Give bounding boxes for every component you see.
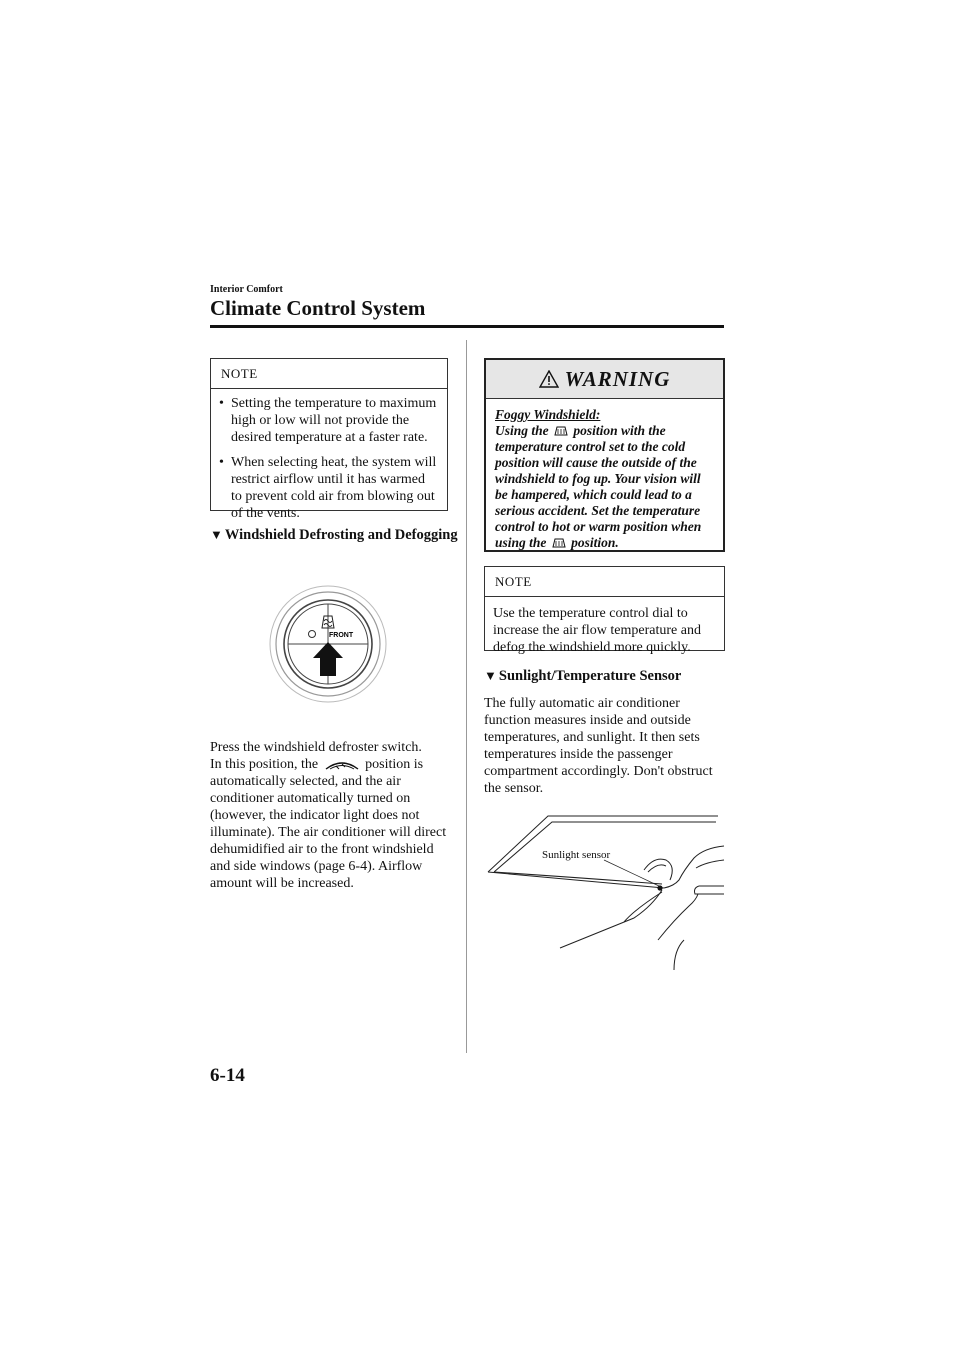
triangle-down-icon: ▼	[484, 668, 497, 683]
warning-title: WARNING	[564, 366, 671, 391]
bullet-icon: •	[219, 396, 224, 411]
warning-body: Foggy Windshield: Using the position with the temperature control set to the cold position will cause the outside of the windshield to fog up. Your vision will be hampered, which could lead to a serious accident. Set the temperature control to hot or warm position when using the position.	[486, 399, 723, 551]
subheading-sunlight-sensor: ▼ Sunlight/Temperature Sensor	[484, 668, 682, 684]
note-text: Use the temperature control dial to increase the air flow temperature and defog the windshield more quickly.	[493, 606, 701, 655]
section-label: Interior Comfort	[210, 284, 283, 295]
front-label: FRONT	[329, 632, 354, 639]
sensor-paragraph: The fully automatic air conditioner function measures inside and outside temperatures, and sunlight. It then sets temperatures inside the passenger compartment accordingly. Don't obstruct the sensor.	[484, 696, 713, 796]
note-box-left	[210, 358, 448, 521]
warning-line-with-icon: using the position.	[495, 535, 619, 550]
warning-box	[484, 358, 725, 552]
defrost-icon	[552, 425, 570, 439]
page-number: 6-14	[210, 1065, 245, 1086]
sunlight-sensor-figure	[484, 810, 726, 970]
note-item: • Setting the temperature to maximum high or low will not provide the desired temperature at a faster rate.	[219, 396, 437, 445]
arrow-up-icon	[313, 642, 343, 676]
defrost-icon	[550, 537, 568, 551]
note-box-right	[484, 566, 725, 655]
column-divider	[466, 340, 467, 1053]
warning-subtitle: Foggy Windshield:	[495, 407, 601, 422]
bullet-icon: •	[219, 455, 224, 470]
windshield-mode-icon	[322, 757, 362, 773]
note-list	[211, 389, 447, 536]
page-title: Climate Control System	[210, 296, 426, 320]
subheading-defrosting: ▼ Windshield Defrosting and Defogging	[210, 527, 458, 543]
sunlight-sensor-label: Sunlight sensor	[542, 849, 611, 861]
warning-line-with-icon: Using the position with the	[495, 423, 666, 438]
note-label: NOTE	[211, 359, 447, 389]
title-rule	[210, 325, 724, 328]
para-line-with-icon: In this position, the position is	[210, 757, 424, 772]
note-label: NOTE	[485, 567, 724, 597]
warning-header	[486, 360, 723, 399]
defroster-switch-figure	[268, 584, 388, 704]
note-item: • When selecting heat, the system will restrict airflow until it has warmed to prevent cold air from blowing out of the vents.	[219, 455, 437, 521]
defrost-paragraph: Press the windshield defroster switch. In this position, the position is automatically selected, and the air conditioner automatically turned on (however, the indicator light does not illuminate). The air conditioner will direct dehumidified air to the front windshield and side windows (page 6-4). Airflow amount will be increased.	[210, 739, 460, 892]
triangle-down-icon: ▼	[210, 527, 223, 542]
warning-triangle-icon	[539, 370, 559, 388]
